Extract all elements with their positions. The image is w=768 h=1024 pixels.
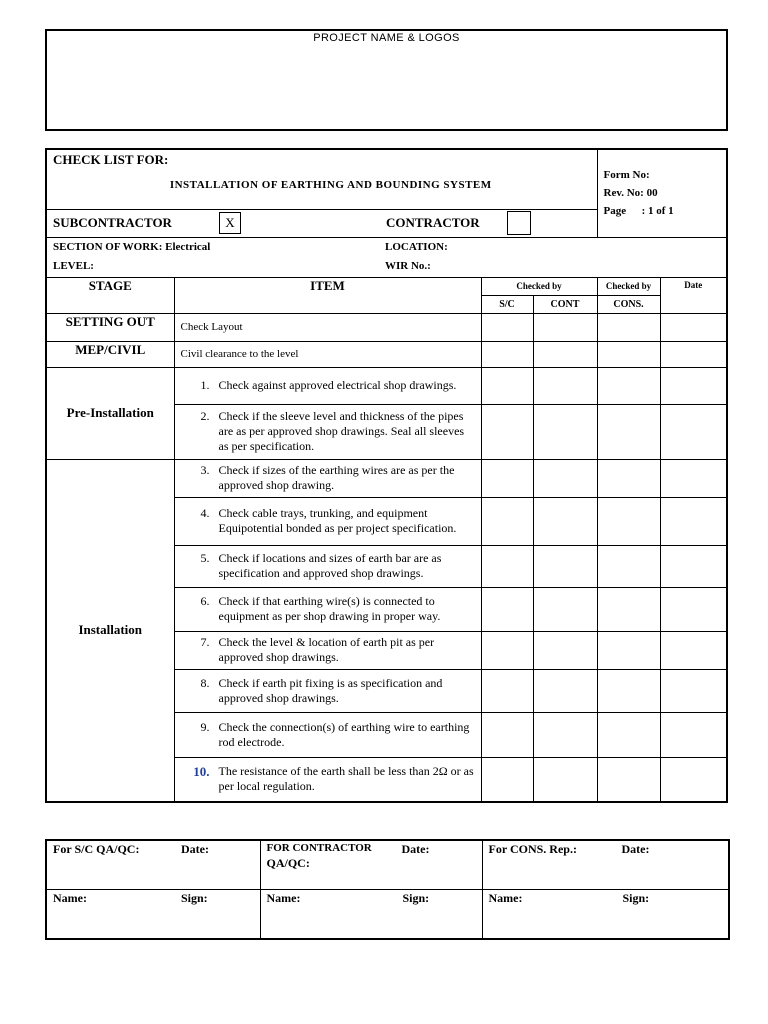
contractor-qaqc-cell[interactable] — [260, 840, 482, 890]
cell-sc[interactable] — [481, 404, 533, 459]
item-10 — [174, 757, 481, 802]
item-4 — [174, 497, 481, 545]
stage-installation: Installation — [46, 459, 174, 802]
item-text: Check if the sleeve level and thickness of the pipes are as per approved shop drawings. Seal all sleeves as per specification. — [218, 409, 465, 453]
cell-date[interactable] — [660, 459, 727, 497]
cell-sc[interactable] — [481, 341, 533, 367]
level-label: LEVEL: — [53, 260, 94, 272]
cell-date[interactable] — [660, 545, 727, 587]
cell-cons[interactable] — [597, 497, 660, 545]
item-3 — [174, 459, 481, 497]
contractor-sign-cell[interactable] — [260, 890, 482, 940]
cell-cont[interactable] — [533, 669, 597, 712]
item-number: 6. — [200, 594, 210, 608]
cell-cont[interactable] — [533, 631, 597, 669]
cons-date-label: Date: — [621, 842, 650, 856]
project-name-logos: PROJECT NAME & LOGOS — [313, 32, 460, 44]
stage-pre-installation: Pre-Installation — [46, 367, 174, 459]
cons-header: CONS. — [597, 295, 660, 313]
sc-name-label: Name: — [53, 891, 87, 905]
cell-sc[interactable] — [481, 497, 533, 545]
cell-cons[interactable] — [597, 367, 660, 404]
item-7 — [174, 631, 481, 669]
cell-sc[interactable] — [481, 712, 533, 757]
item-text: Check against approved electrical shop drawings. — [218, 378, 457, 392]
item-5 — [174, 545, 481, 587]
item-number: 5. — [200, 551, 210, 565]
item-text: Check if earth pit fixing is as specification and approved shop drawings. — [218, 675, 443, 705]
item-text: Check the connection(s) of earthing wire to earthing rod electrode. — [218, 719, 470, 749]
item-header: ITEM — [174, 277, 481, 313]
cell-cons[interactable] — [597, 587, 660, 631]
checklist-title-cell — [46, 149, 597, 209]
cell-cons[interactable] — [597, 341, 660, 367]
cell-cont[interactable] — [533, 341, 597, 367]
cell-cons[interactable] — [597, 631, 660, 669]
contractor-checkbox[interactable] — [507, 211, 531, 235]
cell-sc[interactable] — [481, 757, 533, 802]
cell-sc[interactable] — [481, 545, 533, 587]
subcontractor-label: SUBCONTRACTOR — [53, 215, 172, 230]
cons-sign-label: Sign: — [622, 891, 650, 905]
item-text: Check the level & location of earth pit as per approved shop drawings. — [218, 635, 435, 664]
cons-sign-cell[interactable] — [482, 890, 729, 940]
sc-sign-cell[interactable] — [46, 890, 260, 940]
cell-date[interactable] — [660, 404, 727, 459]
cell-sc[interactable] — [481, 587, 533, 631]
cell-date[interactable] — [660, 497, 727, 545]
item-check-layout: Check Layout — [174, 313, 481, 341]
cell-date[interactable] — [660, 757, 727, 802]
contractor-date-label: Date: — [401, 842, 430, 856]
checklist-table — [45, 148, 728, 803]
cell-cons[interactable] — [597, 313, 660, 341]
cell-date[interactable] — [660, 313, 727, 341]
item-number: 3. — [200, 463, 210, 477]
cell-cons[interactable] — [597, 459, 660, 497]
cons-name-label: Name: — [488, 891, 523, 905]
item-number: 8. — [200, 675, 210, 690]
cell-sc[interactable] — [481, 459, 533, 497]
section-of-work: SECTION OF WORK: Electrical — [53, 241, 211, 253]
cell-cons[interactable] — [597, 404, 660, 459]
section-location-cell — [46, 237, 727, 277]
checklist-title: INSTALLATION OF EARTHING AND BOUNDING SYSTEM — [169, 179, 492, 191]
page-number — [604, 202, 721, 220]
for-contractor-label: FOR CONTRACTOR — [266, 842, 372, 854]
cell-sc[interactable] — [481, 367, 533, 404]
form-info-cell — [597, 149, 727, 237]
cell-date[interactable] — [660, 712, 727, 757]
item-text: Check if that earthing wire(s) is connected to equipment as per shop drawing in proper way. — [218, 594, 441, 623]
signoff-table — [45, 839, 730, 940]
cell-date[interactable] — [660, 587, 727, 631]
sc-qaqc-label: For S/C QA/QC: — [53, 842, 140, 856]
cell-cont[interactable] — [533, 757, 597, 802]
location-label: LOCATION: — [385, 241, 448, 253]
cell-cont[interactable] — [533, 712, 597, 757]
form-no: Form No: — [603, 169, 650, 182]
stage-header: STAGE — [46, 277, 174, 313]
checked-by-header-1: Checked by — [481, 277, 597, 295]
item-8 — [174, 669, 481, 712]
cell-date[interactable] — [660, 367, 727, 404]
item-text: Check if sizes of the earthing wires are as per the approved shop drawing. — [218, 463, 455, 492]
cell-cont[interactable] — [533, 459, 597, 497]
cont-header: CONT — [533, 295, 597, 313]
item-civil-clearance: Civil clearance to the level — [174, 341, 481, 367]
item-number: 1. — [200, 378, 210, 392]
item-number: 2. — [200, 409, 210, 423]
item-number: 4. — [200, 506, 210, 520]
cell-date[interactable] — [660, 341, 727, 367]
cell-cont[interactable] — [533, 497, 597, 545]
contractor-row — [46, 209, 597, 237]
wir-label: WIR No.: — [385, 260, 431, 272]
item-9 — [174, 712, 481, 757]
item-6 — [174, 587, 481, 631]
contractor-sign-label: Sign: — [402, 891, 430, 905]
stage-mep-civil: MEP/CIVIL — [46, 341, 174, 367]
item-number: 9. — [200, 719, 210, 734]
cell-cons[interactable] — [597, 757, 660, 802]
stage-setting-out: SETTING OUT — [46, 313, 174, 341]
item-text: Check if locations and sizes of earth bar are as specification and approved shop drawings. — [218, 551, 442, 580]
item-text: Check cable trays, trunking, and equipment Equipotential bonded as per project specification. — [218, 506, 457, 535]
page-label: Page — [603, 205, 627, 218]
subcontractor-checkbox[interactable]: X — [219, 212, 241, 234]
cell-sc[interactable] — [481, 669, 533, 712]
date-header: Date — [660, 277, 727, 313]
cell-cont[interactable] — [533, 367, 597, 404]
cell-cons[interactable] — [597, 669, 660, 712]
contractor-qaqc-label: QA/QC: — [266, 856, 310, 870]
project-header-box — [45, 29, 728, 131]
cell-cont[interactable] — [533, 545, 597, 587]
sc-qaqc-cell[interactable] — [46, 840, 260, 890]
item-number: 7. — [200, 635, 210, 649]
cell-cont[interactable] — [533, 313, 597, 341]
cell-cons[interactable] — [597, 545, 660, 587]
item-number: 10. — [193, 764, 210, 780]
checklist-label: CHECK LIST FOR: — [53, 152, 169, 167]
sc-header: S/C — [481, 295, 533, 313]
sc-sign-label: Sign: — [181, 891, 208, 905]
cell-date[interactable] — [660, 631, 727, 669]
cell-sc[interactable] — [481, 631, 533, 669]
contractor-label: CONTRACTOR — [386, 215, 480, 230]
rev-no: Rev. No: 00 — [603, 187, 658, 200]
checked-by-header-2: Checked by — [597, 277, 660, 295]
contractor-name-label: Name: — [266, 891, 301, 905]
cell-cont[interactable] — [533, 587, 597, 631]
item-2 — [174, 404, 481, 459]
item-text: The resistance of the earth shall be less than 2Ω or as per local regulation. — [218, 764, 474, 794]
cell-sc[interactable] — [481, 313, 533, 341]
cons-rep-label: For CONS. Rep.: — [488, 842, 577, 856]
cell-cons[interactable] — [597, 712, 660, 757]
cons-rep-cell[interactable] — [482, 840, 729, 890]
item-1 — [174, 367, 481, 404]
cell-date[interactable] — [660, 669, 727, 712]
page-value: : 1 of 1 — [641, 205, 674, 218]
cell-cont[interactable] — [533, 404, 597, 459]
sc-date-label: Date: — [181, 842, 209, 856]
